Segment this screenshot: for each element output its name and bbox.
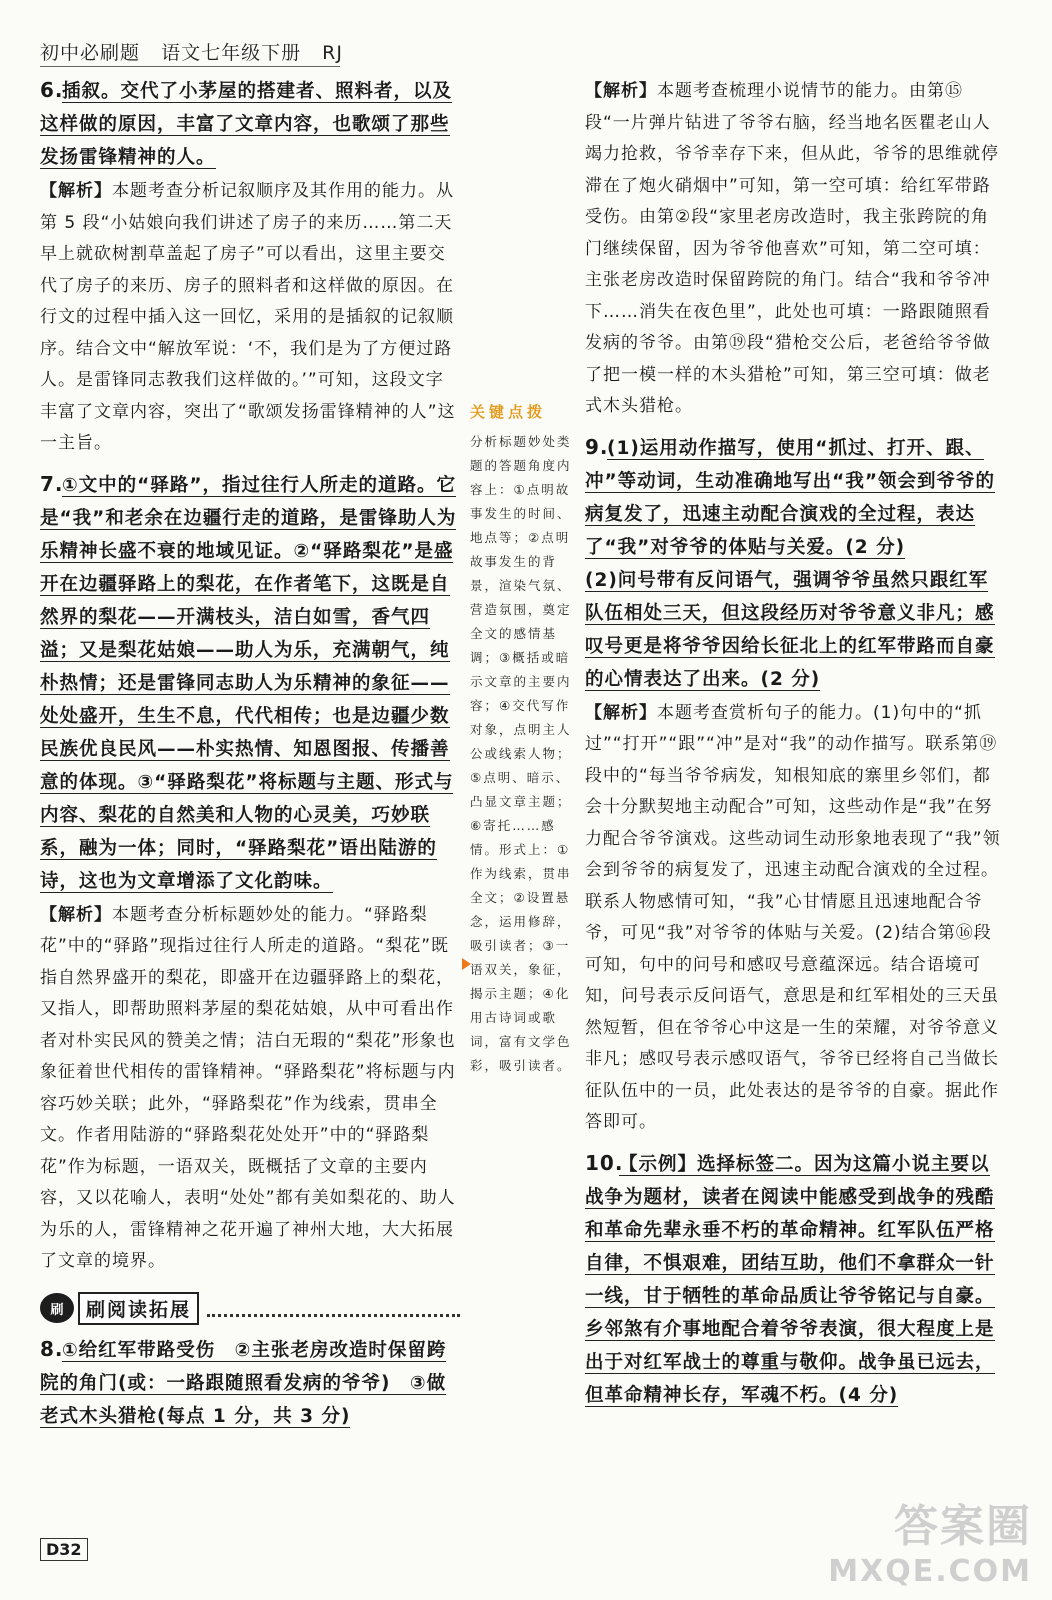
watermark-url: MXQE.COM [828,1554,1032,1589]
analysis-text: 本题考查分析标题妙处的能力。“驿路梨花”中的“驿路”现指过往行人所走的道路。“梨花”既指自然界盛开的梨花，即盛开在边疆驿路上的梨花，又指人，即帮助照料茅屋的梨花姑娘，从中可看出作者对朴实民风的赞美之情；洁白无瑕的“梨花”形象也象征着世代相传的雷锋精神。“驿路梨花”将标题与内容巧妙关联；此外，“驿路梨花”作为线索，贯串全文。作者用陆游的“驿路梨花处处开”中的“驿路梨花”作为标题，一语双关，既概括了文章的主要内容，又以花喻人，表明“处处”都有美如梨花的、助人为乐的人，雷锋精神之花开遍了神州大地，大大拓展了文章的境界。 [40,904,456,1271]
analysis-tag: 【解析】 [40,904,112,925]
analysis-8-text [585,76,1005,423]
answer-text: (2)问号带有反问语气，强调爷爷虽然只跟红军队伍相处三天，但这段经历对爷爷意义非凡；感叹号更是将爷爷因给长征北上的红军带路而自豪的心情表达了出来。(2 分) [585,569,995,690]
book-title: 初中必刷题 [40,42,141,64]
answer-6 [40,74,460,174]
watermark-logo: 答案圈 [894,1501,1032,1552]
analysis-8 [585,76,1005,423]
question-number: 6. [40,78,64,102]
edition-label: RJ [322,42,343,64]
question-6 [40,74,460,460]
answer-9-part2 [585,564,1005,696]
question-number: 9. [585,434,609,459]
question-number: 8. [40,1336,64,1361]
analysis-tag: 【解析】 [40,181,112,201]
analysis-9 [585,698,1005,1139]
key-tips-note [470,400,582,1078]
watermark [828,1490,1032,1589]
key-tips-text: 分析标题妙处类题的答题角度内容上：①点明故事发生的时间、地点等；②点明故事发生的背景，渲染气氛、营造氛围，奠定全文的感情基调；③概括或暗示文章的主要内容；④交代写作对象，点明主人公或线索人物；⑤点明、暗示、凸显文章主题；⑥寄托……感情。形式上：①作为线索，贯串全文；②设置悬念，运用修辞，吸引读者；③一语双关，象征，揭示主题；④化用古诗词或歌词，富有文学色彩，吸引读者。 [470,434,572,1073]
question-8 [40,1333,460,1433]
section-title: 刷阅读拓展 [78,1292,199,1325]
answer-text: ①给红军带路受伤 ②主张老房改造时保留跨院的角门(或：一路跟随照看发病的爷爷) ③做老式木头猎枪(每点 1 分，共 3 分) [40,1339,447,1427]
answer-text: 插叙。交代了小茅屋的搭建者、照料者，以及这样做的原因，丰富了文章内容，也歌颂了那些发扬雷锋精神的人。 [40,81,453,168]
dotted-divider [207,1300,460,1317]
analysis-text: 本题考查分析记叙顺序及其作用的能力。从第 5 段“小姑娘向我们讲述了房子的来历……第二天早上就砍树割草盖起了房子”可以看出，这里主要交代了房子的来历、房子的照料者和这样做的原因。在行文的过程中插入这一回忆，采用的是插叙的记叙顺序。结合文中“解放军说：‘不，我们是为了方便过路人。是雷锋同志教我们这样做的。’”可知，这段文字丰富了文章内容，突出了“歌颂发扬雷锋精神的人”这一主旨。 [40,181,456,453]
right-column [585,74,1005,1420]
section-icon-text: 刷 [50,1302,64,1318]
answer-7 [40,468,460,898]
analysis-tag: 【解析】 [585,702,657,723]
question-7 [40,468,460,1278]
question-number: 7. [40,471,64,496]
question-9 [585,431,1005,1139]
answer-9-part1 [585,431,1005,564]
page-number: D32 [40,1538,88,1561]
analysis-tag: 【解析】 [585,81,657,101]
question-number: 10. [585,1150,624,1175]
key-tips-title: 关键点拨 [470,403,547,421]
question-10 [585,1147,1005,1412]
analysis-7 [40,900,460,1278]
answer-text: 【示例】选择标签二。因为这篇小说主要以战争为题材，读者在阅读中能感受到战争的残酷和革命先辈永垂不朽的革命精神。红军队伍严格自律，不惧艰难，团结互助，他们不拿群众一针一线，甘于牺牲的革命品质让爷爷铭记与自豪。乡邻煞有介事地配合着爷爷表演，很大程度上是出于对红军战士的尊重与敬仰。战争虽已远去，但革命精神长存，军魂不朽。(4 分) [585,1153,995,1406]
arrow-marker-icon [462,958,471,970]
analysis-6 [40,176,460,460]
analysis-text: 本题考查赏析句子的能力。(1)句中的“抓过”“打开”“跟”“冲”是对“我”的动作描写。联系第⑲段中的“每当爷爷病发，知根知底的寨里乡邻们，都会十分默契地主动配合”可知，这些动作是“我”在努力配合爷爷演戏。这些动词生动形象地表现了“我”领会到爷爷的病复发了，迅速主动配合演戏的全过程。联系人物感情可知，“我”心甘情愿且迅速地配合爷爷，可见“我”对爷爷的体贴与关爱。(2)结合第⑯段可知，句中的问号和感叹号意蕴深远。结合语境可知，问号表示反问语气，意思是和红军相处的三天虽然短暂，但在爷爷心中这是一生的荣耀，对爷爷意义非凡；感叹号表示感叹语气，爷爷已经将自己当做长征队伍中的一员，此处表达的是爷爷的自豪。据此作答即可。 [585,702,1001,1132]
answer-text: (1)运用动作描写，使用“抓过、打开、跟、冲”等动词，生动准确地写出“我”领会到爷爷的病复发了，迅速主动配合演戏的全过程，表达了“我”对爷爷的体贴与关爱。(2 分) [585,437,995,558]
analysis-text: 本题考查梳理小说情节的能力。由第⑮段“一片弹片钻进了爷爷右脑，经当地名医瞿老山人竭力抢救，爷爷幸存下来，但从此，爷爷的思维就停滞在了炮火硝烟中”可知，第一空可填：给红军带路受伤。由第②段“家里老房改造时，我主张跨院的角门继续保留，因为爷爷他喜欢”可知，第二空可填：主张老房改造时保留跨院的角门。结合“我和爷爷冲下……消失在夜色里”，此处也可填：一路跟随照看发病的爷爷。由第⑲段“猎枪交公后，老爸给爷爷做了把一模一样的木头猎枪”可知，第三空可填：做老式木头猎枪。 [585,81,999,416]
section-header [40,1292,460,1325]
page-header [40,38,357,65]
answer-8 [40,1333,460,1433]
subject-title: 语文七年级下册 [161,42,302,64]
brush-icon [40,1293,74,1323]
answer-10 [585,1147,1005,1412]
answer-text: ①文中的“驿路”，指过往行人所走的道路。它是“我”和老余在边疆行走的道路，是雷锋助人为乐精神长盛不衰的地域见证。②“驿路梨花”是盛开在边疆驿路上的梨花，在作者笔下，这既是自然界的梨花——开满枝头，洁白如雪，香气四溢；又是梨花姑娘——助人为乐，充满朝气，纯朴热情；还是雷锋同志助人为乐精神的象征——处处盛开，生生不息，代代相传；也是边疆少数民族优良民风——朴实热情、知恩图报、传播善意的体现。③“驿路梨花”将标题与主题、形式与内容、梨花的自然美和人物的心灵美，巧妙联系，融为一体；同时，“驿路梨花”语出陆游的诗，这也为文章增添了文化韵味。 [40,474,457,892]
header-rule [40,66,340,67]
left-column [40,74,460,1441]
